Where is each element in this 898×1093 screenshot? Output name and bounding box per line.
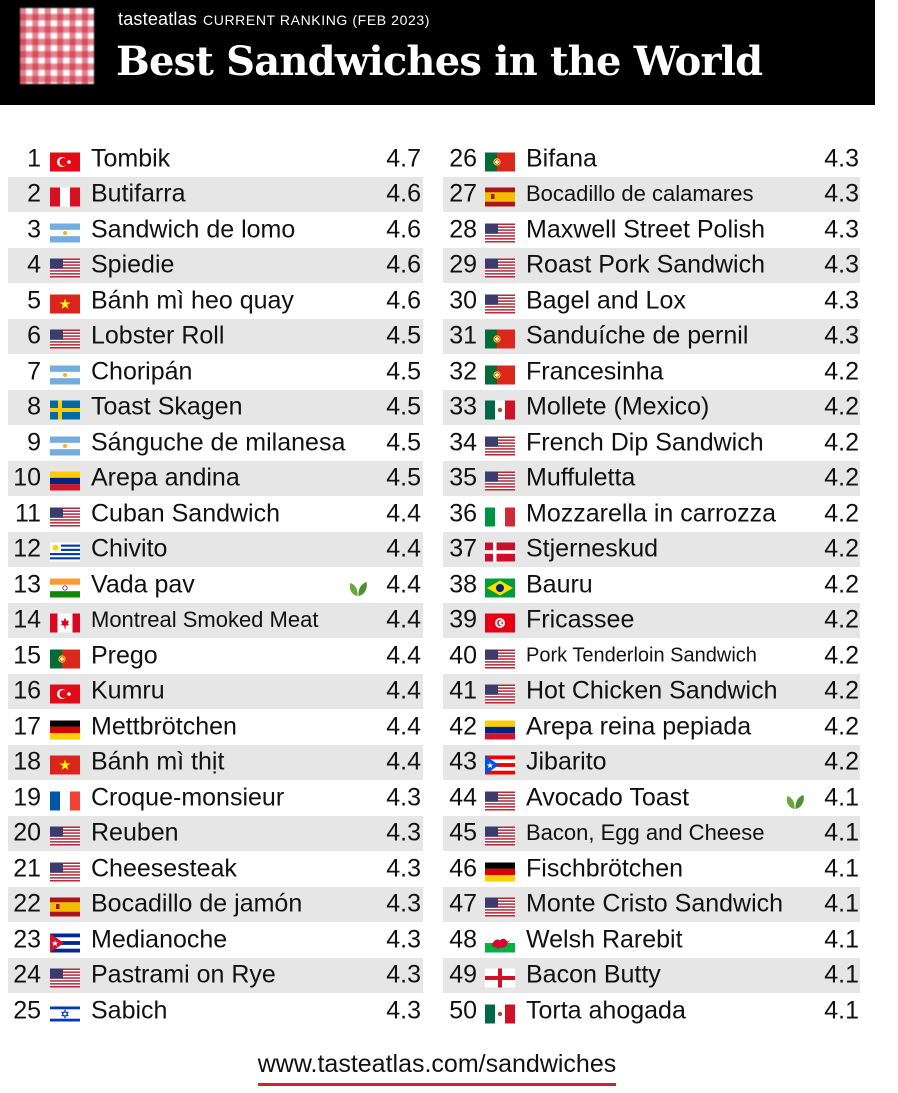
dish-score: 4.1: [824, 960, 859, 989]
flag-es-icon: [50, 895, 80, 914]
ranking-row[interactable]: [8, 567, 423, 603]
ranking-row[interactable]: [8, 425, 423, 461]
flag-us-icon: [485, 788, 515, 807]
dish-score: 4.6: [386, 215, 421, 244]
dish-name[interactable]: Sánguche de milanesa: [91, 428, 346, 457]
flag-us-icon: [485, 646, 515, 665]
dish-score: 4.1: [824, 996, 859, 1025]
dish-score: 4.5: [386, 428, 421, 457]
rank-number: 49: [449, 960, 477, 989]
rank-number: 38: [449, 570, 477, 599]
ranking-row[interactable]: [443, 638, 860, 674]
dish-name[interactable]: Chivito: [91, 534, 168, 563]
dish-name[interactable]: Tombik: [91, 144, 171, 173]
dish-name[interactable]: French Dip Sandwich: [526, 428, 764, 457]
dish-score: 4.1: [824, 783, 859, 812]
ranking-row[interactable]: [443, 425, 860, 461]
ranking-row[interactable]: [443, 709, 860, 745]
dish-name[interactable]: Vada pav: [91, 570, 195, 599]
dish-score: 4.3: [824, 286, 859, 315]
dish-score: 4.5: [386, 321, 421, 350]
dish-score: 4.4: [386, 712, 421, 741]
rank-number: 21: [13, 854, 41, 883]
dish-name[interactable]: Bacon Butty: [526, 960, 661, 989]
dish-score: 4.2: [824, 570, 859, 599]
ranking-row[interactable]: [443, 603, 860, 639]
rank-number: 43: [449, 747, 477, 776]
vegetarian-leaf-icon: [347, 576, 369, 594]
ranking-row[interactable]: [443, 674, 860, 710]
brand-name: tasteatlas: [118, 9, 198, 29]
dish-name[interactable]: Spiedie: [91, 250, 175, 279]
ranking-row[interactable]: [443, 177, 860, 213]
ranking-row[interactable]: [8, 141, 423, 177]
flag-ar-icon: [50, 220, 80, 239]
rank-number: 26: [449, 144, 477, 173]
rank-number: 5: [27, 286, 41, 315]
dish-name[interactable]: Pork Tenderloin Sandwich: [526, 644, 757, 667]
flag-us-icon: [50, 256, 80, 275]
dish-score: 4.3: [386, 783, 421, 812]
flag-ar-icon: [50, 362, 80, 381]
ranking-row[interactable]: [8, 993, 423, 1029]
dish-name[interactable]: Reuben: [91, 818, 179, 847]
dish-name[interactable]: Cheesesteak: [91, 854, 237, 883]
dish-score: 4.2: [824, 605, 859, 634]
dish-score: 4.5: [386, 463, 421, 492]
rank-number: 9: [27, 428, 41, 457]
flag-us-icon: [50, 859, 80, 878]
rank-number: 19: [13, 783, 41, 812]
vegetarian-leaf-icon: [784, 789, 806, 807]
dish-name[interactable]: Bánh mì heo quay: [91, 286, 294, 315]
rank-number: 30: [449, 286, 477, 315]
ranking-row[interactable]: [8, 745, 423, 781]
rank-number: 41: [449, 676, 477, 705]
rank-number: 40: [449, 641, 477, 670]
flag-us-icon: [485, 895, 515, 914]
flag-vn-icon: [50, 291, 80, 310]
flag-us-icon: [50, 327, 80, 346]
ranking-row[interactable]: [8, 461, 423, 497]
ranking-row[interactable]: [443, 496, 860, 532]
flag-ar-icon: [50, 433, 80, 452]
rank-number: 32: [449, 357, 477, 386]
footer: [0, 1050, 898, 1086]
rank-number: 39: [449, 605, 477, 634]
rank-number: 18: [13, 747, 41, 776]
flag-us-icon: [485, 291, 515, 310]
rank-number: 8: [27, 392, 41, 421]
rank-number: 45: [449, 818, 477, 847]
rank-number: 7: [27, 357, 41, 386]
rank-number: 48: [449, 925, 477, 954]
ranking-row[interactable]: [8, 887, 423, 923]
flag-tn-icon: [485, 611, 515, 630]
dish-name[interactable]: Mollete (Mexico): [526, 392, 710, 421]
dish-name[interactable]: Bagel and Lox: [526, 286, 686, 315]
dish-score: 4.6: [386, 250, 421, 279]
dish-name[interactable]: Bánh mì thịt: [91, 747, 225, 776]
dish-score: 4.3: [386, 925, 421, 954]
rank-number: 35: [449, 463, 477, 492]
rank-number: 27: [449, 179, 477, 208]
flag-de-icon: [50, 717, 80, 736]
flag-en-icon: [485, 966, 515, 985]
dish-score: 4.4: [386, 641, 421, 670]
dish-score: 4.2: [824, 428, 859, 457]
rank-number: 22: [13, 889, 41, 918]
dish-name[interactable]: Toast Skagen: [91, 392, 243, 421]
flag-cu-icon: [50, 930, 80, 949]
ranking-row[interactable]: [443, 354, 860, 390]
ranking-row[interactable]: [443, 141, 860, 177]
rank-number: 4: [27, 250, 41, 279]
flag-us-icon: [485, 682, 515, 701]
flag-it-icon: [485, 504, 515, 523]
dish-name[interactable]: Arepa reina pepiada: [526, 712, 752, 741]
rank-number: 10: [13, 463, 41, 492]
dish-name[interactable]: Montreal Smoked Meat: [91, 607, 319, 633]
rank-number: 28: [449, 215, 477, 244]
ranking-row[interactable]: [8, 177, 423, 213]
dish-score: 4.1: [824, 889, 859, 918]
flag-ve-icon: [50, 469, 80, 488]
dish-name[interactable]: Butifarra: [91, 179, 186, 208]
dish-score: 4.2: [824, 712, 859, 741]
dish-name[interactable]: Sandwich de lomo: [91, 215, 296, 244]
ranking-row[interactable]: [8, 319, 423, 355]
dish-name[interactable]: Mozzarella in carrozza: [526, 499, 777, 528]
dish-score: 4.3: [824, 321, 859, 350]
flag-pr-icon: [485, 753, 515, 772]
flag-us-icon: [50, 966, 80, 985]
dish-name[interactable]: Arepa andina: [91, 463, 240, 492]
ranking-subtitle: CURRENT RANKING (FEB 2023): [203, 12, 430, 28]
ranking-row[interactable]: [443, 283, 860, 319]
rank-number: 12: [13, 534, 41, 563]
dish-score: 4.3: [386, 996, 421, 1025]
flag-us-icon: [50, 504, 80, 523]
rank-number: 50: [449, 996, 477, 1025]
flag-wales-icon: [485, 930, 515, 949]
dish-score: 4.2: [824, 357, 859, 386]
dish-name[interactable]: Monte Cristo Sandwich: [526, 889, 784, 918]
dish-score: 4.3: [386, 818, 421, 847]
dish-score: 4.2: [824, 641, 859, 670]
ranking-row[interactable]: [443, 532, 860, 568]
dish-score: 4.2: [824, 747, 859, 776]
dish-name[interactable]: Sanduíche de pernil: [526, 321, 749, 350]
rank-number: 25: [13, 996, 41, 1025]
ranking-row[interactable]: [8, 674, 423, 710]
ranking-row[interactable]: [8, 851, 423, 887]
dish-score: 4.3: [386, 889, 421, 918]
dish-score: 4.4: [386, 570, 421, 599]
flag-pt-icon: [50, 646, 80, 665]
flag-tr-icon: [50, 682, 80, 701]
dish-score: 4.6: [386, 179, 421, 208]
rank-number: 14: [13, 605, 41, 634]
rank-number: 6: [27, 321, 41, 350]
rank-number: 2: [27, 179, 41, 208]
rank-number: 15: [13, 641, 41, 670]
ranking-row[interactable]: [443, 319, 860, 355]
dish-name[interactable]: Avocado Toast: [526, 783, 690, 812]
dish-name[interactable]: Francesinha: [526, 357, 664, 386]
dish-name[interactable]: Torta ahogada: [526, 996, 686, 1025]
dish-name[interactable]: Prego: [91, 641, 158, 670]
ranking-row[interactable]: [8, 709, 423, 745]
dish-name[interactable]: Croque-monsieur: [91, 783, 285, 812]
flag-mx-icon: [485, 398, 515, 417]
ranking-row[interactable]: [443, 461, 860, 497]
rank-number: 33: [449, 392, 477, 421]
ranking-column-right: [443, 141, 860, 1029]
dish-name[interactable]: Fricassee: [526, 605, 635, 634]
rank-number: 36: [449, 499, 477, 528]
ranking-row[interactable]: [443, 922, 860, 958]
dish-score: 4.3: [824, 179, 859, 208]
ranking-row[interactable]: [443, 816, 860, 852]
ranking-row[interactable]: [443, 780, 860, 816]
ranking-row[interactable]: [443, 248, 860, 284]
header-banner: [0, 0, 875, 105]
dish-score: 4.2: [824, 534, 859, 563]
ranking-row[interactable]: [8, 354, 423, 390]
flag-vn-icon: [50, 753, 80, 772]
flag-us-icon: [485, 433, 515, 452]
rank-number: 31: [449, 321, 477, 350]
ranking-row[interactable]: [8, 816, 423, 852]
ranking-row[interactable]: [443, 993, 860, 1029]
dish-score: 4.2: [824, 499, 859, 528]
flag-il-icon: [50, 1001, 80, 1020]
dish-score: 4.2: [824, 392, 859, 421]
website-link[interactable]: www.tasteatlas.com/sandwiches: [258, 1050, 616, 1086]
dish-name[interactable]: Mettbrötchen: [91, 712, 237, 741]
flag-pt-icon: [485, 327, 515, 346]
dish-name[interactable]: Roast Pork Sandwich: [526, 250, 766, 279]
flag-br-icon: [485, 575, 515, 594]
flag-tr-icon: [50, 149, 80, 168]
dish-name[interactable]: Lobster Roll: [91, 321, 225, 350]
dish-score: 4.4: [386, 534, 421, 563]
dish-name[interactable]: Pastrami on Rye: [91, 960, 276, 989]
dish-score: 4.3: [824, 215, 859, 244]
flag-us-icon: [485, 256, 515, 275]
rank-number: 37: [449, 534, 477, 563]
flag-se-icon: [50, 398, 80, 417]
ranking-row[interactable]: [8, 212, 423, 248]
ranking-row[interactable]: [8, 958, 423, 994]
flag-pt-icon: [485, 149, 515, 168]
rank-number: 23: [13, 925, 41, 954]
dish-name[interactable]: Bacon, Egg and Cheese: [526, 820, 765, 846]
dish-score: 4.3: [386, 854, 421, 883]
dish-name[interactable]: Bauru: [526, 570, 593, 599]
dish-score: 4.5: [386, 392, 421, 421]
ranking-row[interactable]: [443, 390, 860, 426]
checkered-logo-icon: [20, 8, 94, 84]
flag-uy-icon: [50, 540, 80, 559]
dish-name[interactable]: Hot Chicken Sandwich: [526, 676, 778, 705]
dish-name[interactable]: Welsh Rarebit: [526, 925, 683, 954]
rank-number: 46: [449, 854, 477, 883]
dish-name[interactable]: Fischbrötchen: [526, 854, 684, 883]
flag-us-icon: [485, 469, 515, 488]
rank-number: 16: [13, 676, 41, 705]
dish-score: 4.3: [824, 144, 859, 173]
ranking-row[interactable]: [443, 958, 860, 994]
flag-de-icon: [485, 859, 515, 878]
dish-score: 4.4: [386, 499, 421, 528]
dish-name[interactable]: Medianoche: [91, 925, 228, 954]
dish-name[interactable]: Bocadillo de jamón: [91, 889, 303, 918]
dish-score: 4.7: [386, 144, 421, 173]
flag-ca-icon: [50, 611, 80, 630]
rank-number: 17: [13, 712, 41, 741]
ranking-row[interactable]: [443, 745, 860, 781]
ranking-row[interactable]: [443, 212, 860, 248]
rank-number: 44: [449, 783, 477, 812]
dish-score: 4.3: [824, 250, 859, 279]
rank-number: 42: [449, 712, 477, 741]
dish-score: 4.1: [824, 818, 859, 847]
rank-number: 34: [449, 428, 477, 457]
dish-score: 4.2: [824, 676, 859, 705]
flag-us-icon: [485, 220, 515, 239]
ranking-row[interactable]: [8, 283, 423, 319]
dish-score: 4.3: [386, 960, 421, 989]
flag-dk-icon: [485, 540, 515, 559]
brand-line: [118, 9, 430, 30]
flag-ve-icon: [485, 717, 515, 736]
dish-score: 4.1: [824, 925, 859, 954]
flag-fr-icon: [50, 788, 80, 807]
ranking-row[interactable]: [8, 248, 423, 284]
ranking-row[interactable]: [8, 390, 423, 426]
rank-number: 20: [13, 818, 41, 847]
flag-us-icon: [50, 824, 80, 843]
rank-number: 11: [15, 499, 41, 528]
ranking-row[interactable]: [8, 496, 423, 532]
rank-number: 47: [449, 889, 477, 918]
ranking-row[interactable]: [443, 851, 860, 887]
page-title: Best Sandwiches in the World: [116, 38, 763, 85]
rank-number: 24: [13, 960, 41, 989]
ranking-row[interactable]: [8, 922, 423, 958]
flag-pe-icon: [50, 185, 80, 204]
dish-score: 4.4: [386, 605, 421, 634]
rank-number: 29: [449, 250, 477, 279]
dish-name[interactable]: Choripán: [91, 357, 193, 386]
dish-name[interactable]: Kumru: [91, 676, 165, 705]
dish-name[interactable]: Bocadillo de calamares: [526, 181, 754, 207]
dish-score: 4.4: [386, 676, 421, 705]
flag-pt-icon: [485, 362, 515, 381]
dish-score: 4.6: [386, 286, 421, 315]
dish-name[interactable]: Muffuletta: [526, 463, 636, 492]
dish-score: 4.4: [386, 747, 421, 776]
dish-name[interactable]: Stjerneskud: [526, 534, 659, 563]
rank-number: 1: [27, 144, 41, 173]
rank-number: 3: [27, 215, 41, 244]
dish-name[interactable]: Bifana: [526, 144, 597, 173]
ranking-row[interactable]: [8, 780, 423, 816]
dish-name[interactable]: Maxwell Street Polish: [526, 215, 765, 244]
ranking-row[interactable]: [8, 603, 423, 639]
flag-in-icon: [50, 575, 80, 594]
ranking-column-left: [8, 141, 423, 1029]
dish-name[interactable]: Jibarito: [526, 747, 607, 776]
ranking-row[interactable]: [8, 638, 423, 674]
ranking-row[interactable]: [443, 567, 860, 603]
rank-number: 13: [13, 570, 41, 599]
dish-score: 4.5: [386, 357, 421, 386]
flag-mx-icon: [485, 1001, 515, 1020]
ranking-row[interactable]: [8, 532, 423, 568]
dish-score: 4.2: [824, 463, 859, 492]
flag-es-icon: [485, 185, 515, 204]
dish-name[interactable]: Cuban Sandwich: [91, 499, 281, 528]
dish-score: 4.1: [824, 854, 859, 883]
ranking-row[interactable]: [443, 887, 860, 923]
flag-us-icon: [485, 824, 515, 843]
dish-name[interactable]: Sabich: [91, 996, 168, 1025]
